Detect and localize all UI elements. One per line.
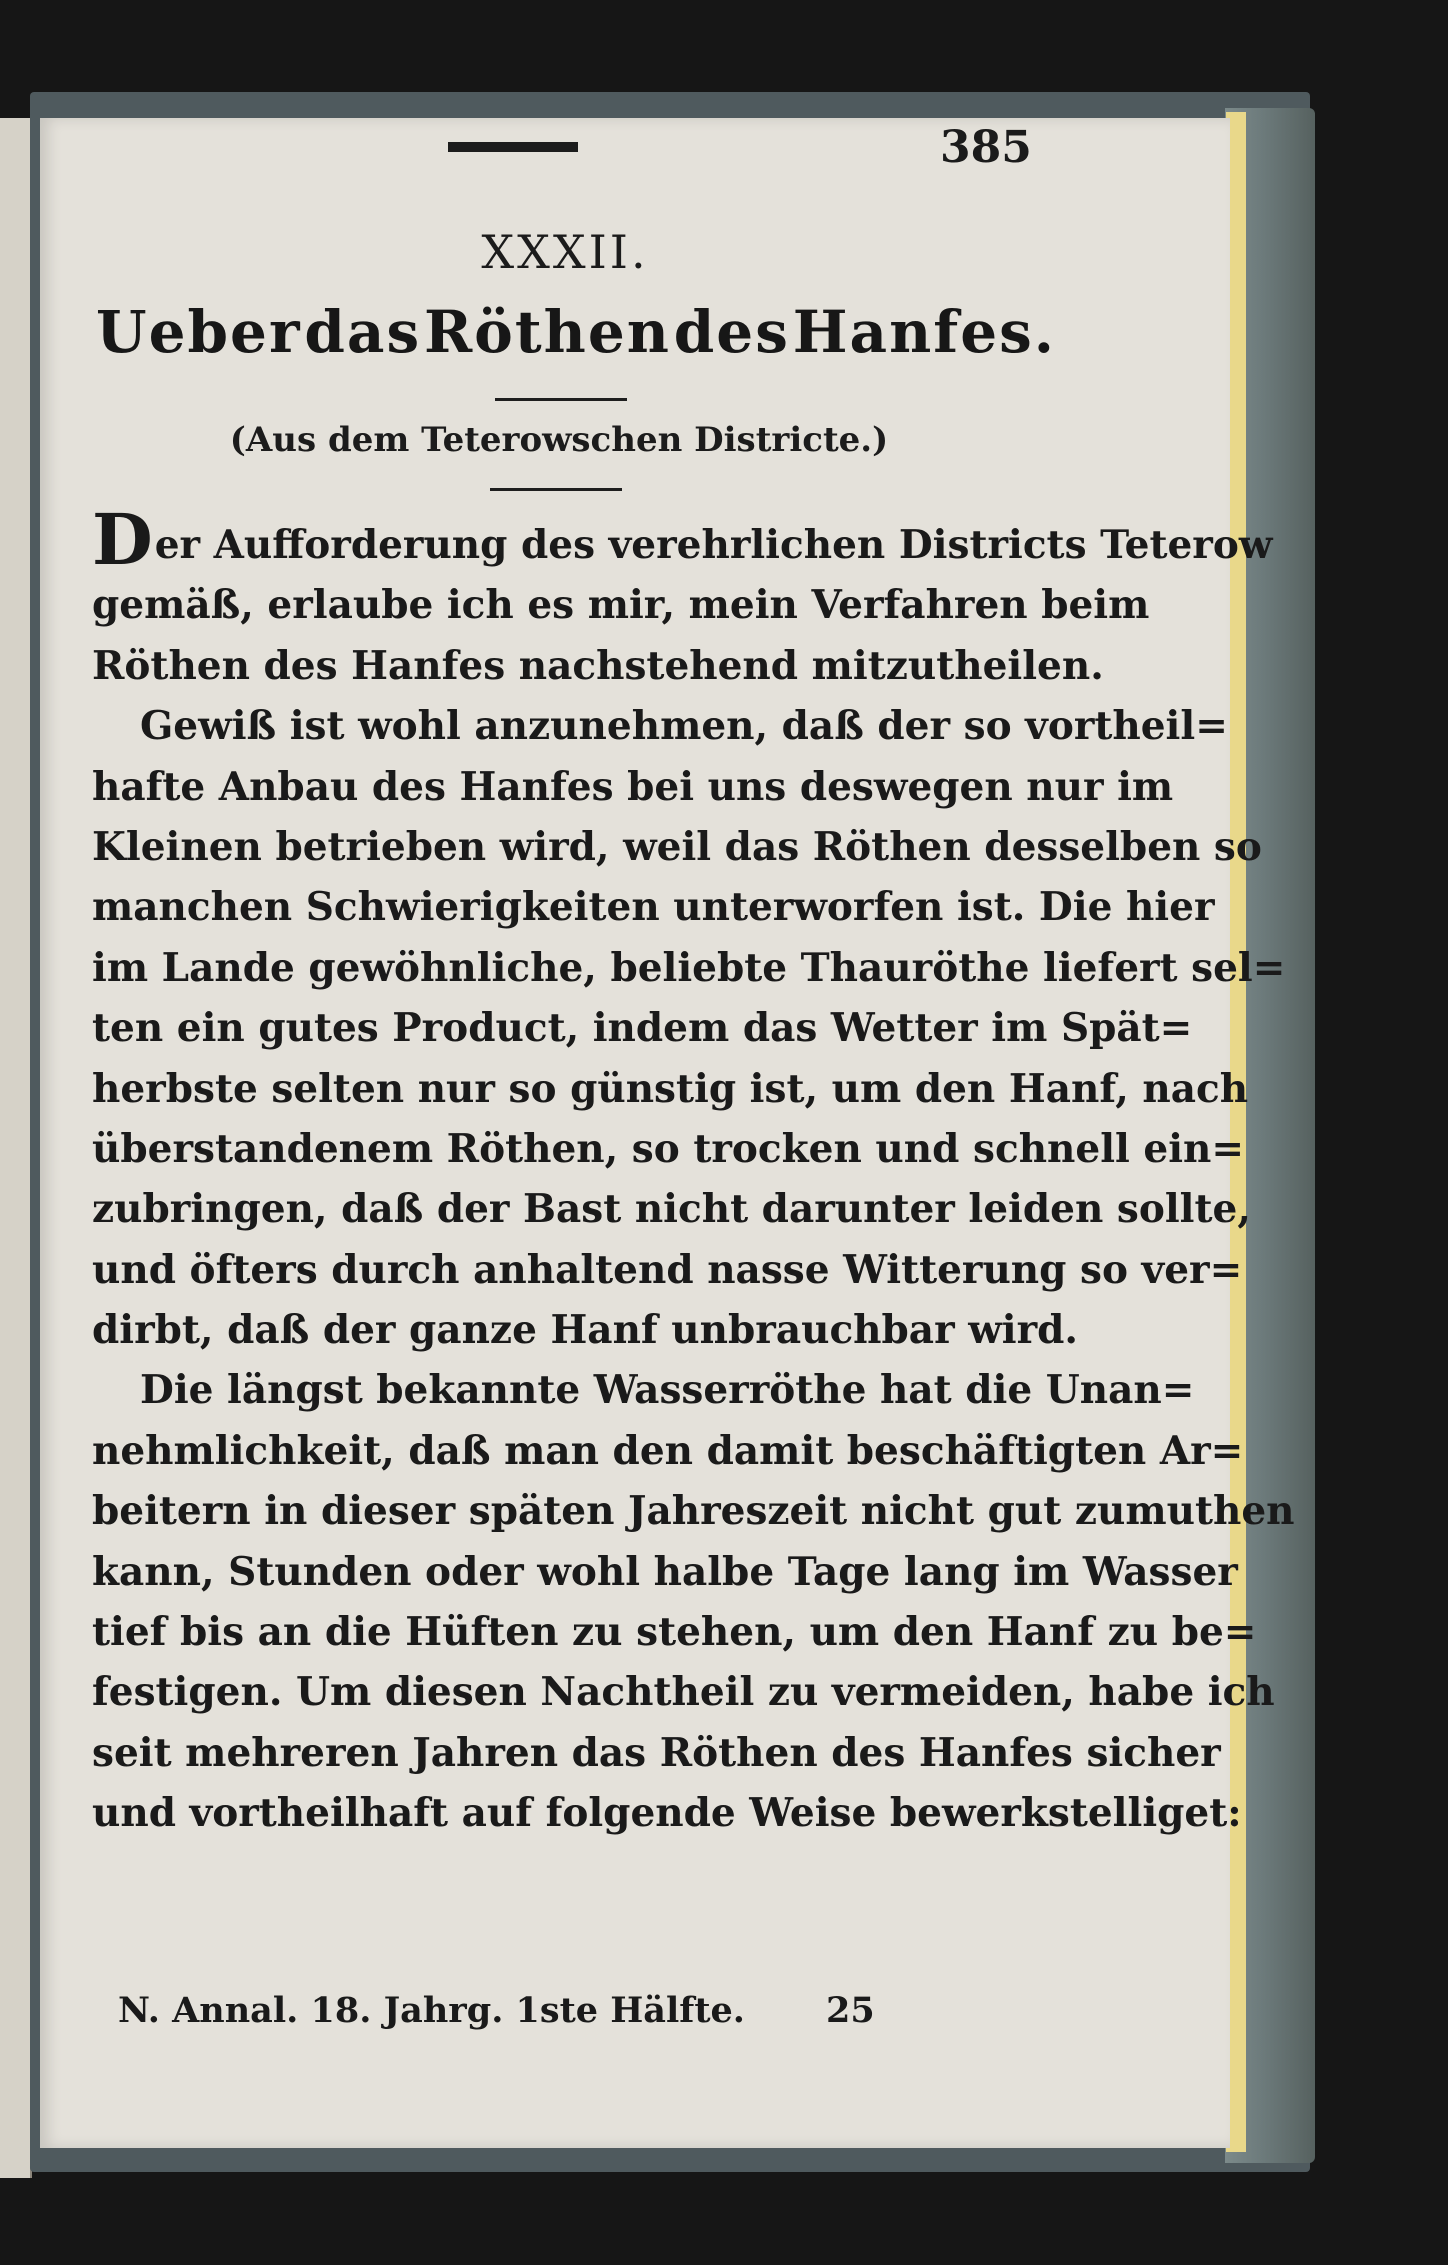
text-line-content: herbste selten nur so günstig ist, um den Hanf, nach [92, 1065, 1249, 1112]
text-line [92, 1662, 1275, 1722]
title-word: das [304, 298, 422, 366]
text-line-content: hafte Anbau des Hanfes bei uns deswegen nur im [92, 763, 1174, 810]
chapter-number: XXXII. [481, 225, 649, 279]
text-line-content: und öfters durch anhaltend nasse Witterung so ver= [92, 1246, 1243, 1293]
text-line [92, 877, 1215, 937]
text-line-content: Röthen des Hanfes nachstehend mitzutheilen. [92, 642, 1104, 689]
sheet-mark: 25 [826, 1990, 875, 2031]
text-line-content: Die längst bekannte Wasserröthe hat die Unan= [140, 1367, 1195, 1414]
text-line-content: festigen. Um diesen Nachtheil zu vermeiden, habe ich [92, 1669, 1275, 1716]
text-line-content: zubringen, daß der Bast nicht darunter leiden sollte, [92, 1186, 1251, 1233]
text-line-content: manchen Schwierigkeiten unterworfen ist. Die hier [92, 884, 1215, 931]
text-line [92, 575, 1150, 635]
text-line-content: seit mehreren Jahren das Röthen des Hanfes sicher [92, 1729, 1221, 1776]
text-line-content: überstandenem Röthen, so trocken und schnell ein= [92, 1125, 1245, 1172]
header-ornament-rule [448, 142, 578, 152]
title-word: Röthen [423, 298, 671, 366]
text-line [92, 1481, 1295, 1541]
title-word: Hanfes. [792, 298, 1056, 366]
text-line [92, 1723, 1221, 1783]
text-line [92, 1783, 1242, 1843]
text-line [92, 1542, 1238, 1602]
text-line [92, 1119, 1245, 1179]
drop-cap: D [92, 498, 153, 581]
text-line [92, 696, 1228, 756]
text-line-content: kann, Stunden oder wohl halbe Tage lang im Wasser [92, 1548, 1238, 1595]
text-line-content: dirbt, daß der ganze Hanf unbrauchbar wird. [92, 1307, 1078, 1354]
text-line [92, 998, 1193, 1058]
title-word: Ueber [96, 298, 302, 366]
text-line [92, 1421, 1244, 1481]
text-line-content: tief bis an die Hüften zu stehen, um den Hanf zu be= [92, 1609, 1257, 1656]
text-line [92, 757, 1174, 817]
text-line [92, 1300, 1078, 1360]
body-text [92, 498, 1295, 1844]
text-line-content: nehmlichkeit, daß man den damit beschäftigten Ar= [92, 1427, 1244, 1474]
text-line [92, 1059, 1249, 1119]
text-line-content: er Aufforderung des verehrlichen Districts Teterow [154, 522, 1273, 568]
text-line [92, 938, 1286, 998]
chapter-title [96, 298, 1056, 366]
title-divider-top [495, 398, 627, 401]
text-line [92, 1602, 1257, 1662]
text-line [92, 1240, 1243, 1300]
title-word: des [673, 298, 790, 366]
text-line [92, 817, 1262, 877]
text-line [92, 1179, 1251, 1239]
text-line-content: im Lande gewöhnliche, beliebte Thauröthe liefert sel= [92, 944, 1286, 991]
text-line [92, 498, 1273, 581]
chapter-subtitle: (Aus dem Teterowschen Districte.) [229, 420, 889, 460]
text-line-content: Kleinen betrieben wird, weil das Röthen desselben so [92, 823, 1262, 870]
text-line [92, 1360, 1195, 1420]
text-line-content: gemäß, erlaube ich es mir, mein Verfahren beim [92, 582, 1150, 629]
title-divider-bottom [490, 488, 622, 491]
text-line-content: Gewiß ist wohl anzunehmen, daß der so vortheil= [140, 703, 1228, 750]
text-line-content: beitern in dieser späten Jahreszeit nicht gut zumuthen [92, 1488, 1295, 1535]
footer-signature: N. Annal. 18. Jahrg. 1ste Hälfte. [118, 1990, 745, 2031]
text-line-content: und vortheilhaft auf folgende Weise bewerkstelliget: [92, 1790, 1242, 1837]
text-line-content: ten ein gutes Product, indem das Wetter im Spät= [92, 1005, 1193, 1052]
text-line [92, 636, 1104, 696]
page-number: 385 [940, 122, 1032, 173]
